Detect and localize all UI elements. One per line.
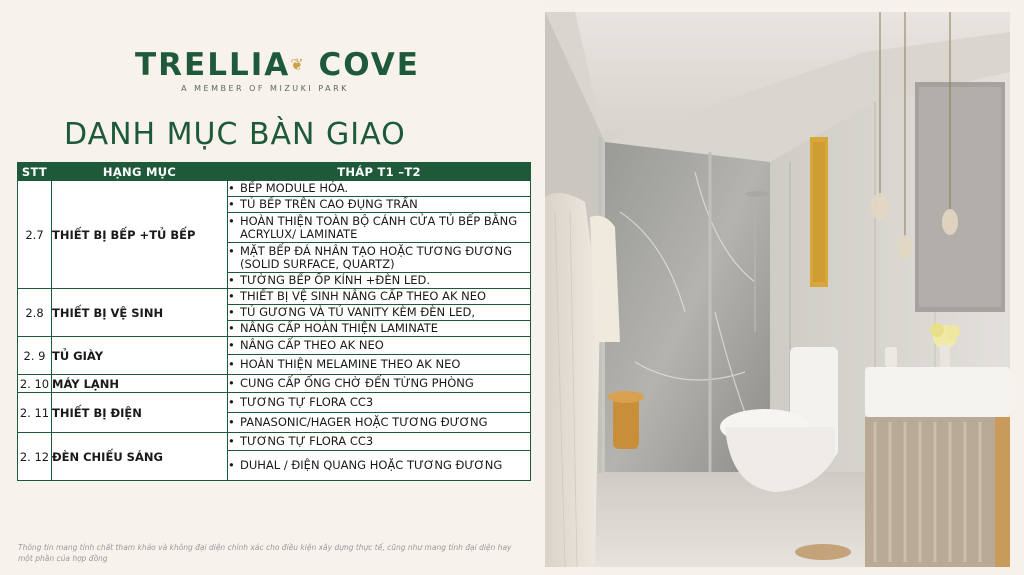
item-text: DUHAL / ĐIỆN QUANG HOẶC TƯƠNG ĐƯƠNG (240, 458, 503, 472)
row-item (228, 355, 531, 375)
bullet-icon: • (228, 415, 235, 429)
table-header-row (18, 163, 531, 181)
item-text: TỦ GƯƠNG VÀ TỦ VANITY KÈM ĐÈN LED, (240, 305, 475, 319)
bullet-icon: • (228, 305, 235, 319)
bullet-icon: • (228, 213, 235, 228)
item-text: NÂNG CẤP HOÀN THIỆN LAMINATE (240, 321, 439, 335)
brand-logo (135, 47, 420, 93)
row-item (228, 393, 531, 413)
item-text: TƯỜNG BẾP ỐP KÍNH +ĐÈN LED. (240, 273, 431, 287)
row-item (228, 305, 531, 321)
item-text: TƯƠNG TỰ FLORA CC3 (240, 395, 374, 409)
row-stt: 2. 12 (18, 433, 52, 481)
bullet-icon: • (228, 181, 235, 195)
bathroom-illustration (545, 12, 1010, 567)
table-row (18, 289, 531, 305)
item-text: MẶT BẾP ĐÁ NHÂN TẠO HOẶC TƯƠNG ĐƯƠNG (SOLID SURFACE, QUARTZ) (240, 243, 513, 271)
item-text: HOÀN THIỆN MELAMINE THEO AK NEO (240, 357, 461, 371)
row-item (228, 321, 531, 337)
brand-name-part1: TRELLIA (135, 47, 291, 83)
item-text: BẾP MODULE HÓA. (240, 181, 349, 195)
row-stt: 2.8 (18, 289, 52, 337)
table-body (18, 181, 531, 481)
row-category: THIẾT BỊ ĐIỆN (52, 393, 228, 433)
bullet-icon: • (228, 434, 235, 448)
item-text: NÂNG CẤP THEO AK NEO (240, 338, 384, 352)
row-category: MÁY LẠNH (52, 375, 228, 393)
bathroom-photo (545, 12, 1010, 567)
row-item (228, 213, 531, 243)
table-row (18, 181, 531, 197)
bullet-icon: • (228, 289, 235, 303)
table-row (18, 337, 531, 355)
row-category: TỦ GIÀY (52, 337, 228, 375)
row-item (228, 181, 531, 197)
row-stt: 2.7 (18, 181, 52, 289)
row-stt: 2. 10 (18, 375, 52, 393)
row-item (228, 289, 531, 305)
brand-tagline: A MEMBER OF MIZUKI PARK (181, 84, 349, 93)
table-row (18, 375, 531, 393)
header-tower: THÁP T1 –T2 (228, 163, 531, 181)
bullet-icon: • (228, 376, 235, 390)
bullet-icon: • (228, 273, 235, 287)
leaf-icon: ❦ (290, 55, 306, 74)
item-text: PANASONIC/HAGER HOẶC TƯƠNG ĐƯƠNG (240, 415, 488, 429)
brand-name-part2: COVE (318, 47, 420, 83)
bullet-icon: • (228, 197, 235, 211)
row-item (228, 197, 531, 213)
row-item (228, 337, 531, 355)
disclaimer-note: Thông tin mang tính chất tham khảo và không đại diện chính xác cho điều kiện xây dựng thực tế, cũng như mang tính đại diện hay một phần của hợp đồng (18, 543, 512, 563)
row-category: ĐÈN CHIẾU SÁNG (52, 433, 228, 481)
page-title: DANH MỤC BÀN GIAO (64, 117, 406, 152)
brand-name (135, 47, 420, 83)
item-text: CUNG CẤP ỐNG CHỜ ĐẾN TỪNG PHÒNG (240, 376, 474, 390)
bullet-icon: • (228, 321, 235, 335)
bullet-icon: • (228, 458, 235, 472)
row-item (228, 451, 531, 481)
bullet-icon: • (228, 243, 235, 258)
row-item (228, 413, 531, 433)
row-item (228, 273, 531, 289)
bullet-icon: • (228, 395, 235, 409)
item-text: THIẾT BỊ VỆ SINH NÂNG CẤP THEO AK NEO (240, 289, 487, 303)
row-category: THIẾT BỊ VỆ SINH (52, 289, 228, 337)
item-text: TỦ BẾP TRÊN CAO ĐỤNG TRẦN (240, 197, 418, 211)
row-item (228, 375, 531, 393)
bullet-icon: • (228, 357, 235, 371)
table-row (18, 393, 531, 413)
row-item (228, 243, 531, 273)
row-stt: 2. 9 (18, 337, 52, 375)
header-stt: STT (18, 163, 52, 181)
bullet-icon: • (228, 338, 235, 352)
handover-table (17, 162, 531, 481)
item-text: TƯƠNG TỰ FLORA CC3 (240, 434, 374, 448)
item-text: HOÀN THIỆN TOÀN BỘ CÁNH CỬA TỦ BẾP BẰNG ACRYLUX/ LAMINATE (240, 213, 518, 241)
header-category: HẠNG MỤC (52, 163, 228, 181)
table-row (18, 433, 531, 451)
row-item (228, 433, 531, 451)
row-category: THIẾT BỊ BẾP +TỦ BẾP (52, 181, 228, 289)
row-stt: 2. 11 (18, 393, 52, 433)
